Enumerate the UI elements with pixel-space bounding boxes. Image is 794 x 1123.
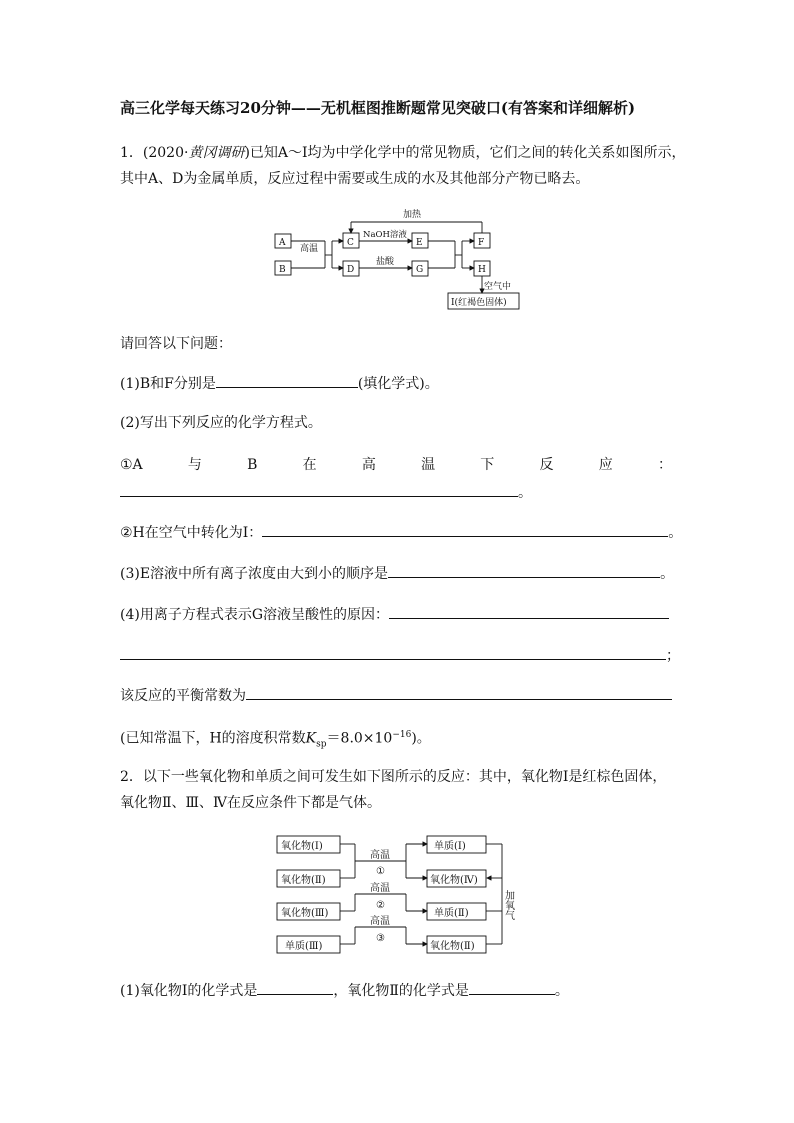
q1-label-hcl: 盐酸	[376, 257, 395, 267]
q1-node-f: F	[478, 238, 485, 248]
q2-left-box-3: 氧化物(Ⅲ)	[281, 908, 329, 919]
q2-part1-text: (1)氧化物Ⅰ的化学式是	[120, 983, 258, 999]
q1-part2-1-word: 下	[480, 457, 495, 473]
q1-node-a: A	[279, 238, 286, 248]
q2-right-box-3: 单质(Ⅱ)	[434, 908, 469, 919]
q1-part2-1-answer	[120, 482, 532, 503]
q1-part4-answer-blank-1[interactable]	[389, 604, 669, 619]
q1-part4-answer-blank-2[interactable]	[120, 645, 666, 660]
q1-node-c: C	[347, 238, 354, 248]
q1-intro-line1	[120, 143, 686, 163]
q1-part2-1-word: 应	[598, 457, 613, 473]
q1-part1-answer-blank[interactable]	[216, 373, 358, 388]
q1-part2-1-word: B	[247, 457, 258, 473]
q1-part4-constant	[120, 685, 672, 706]
q1-part4-line2	[120, 645, 680, 666]
q1-part2-1-word: 温	[421, 457, 436, 473]
q2-part1-answer-blank-1[interactable]	[257, 980, 333, 995]
q1-part4	[120, 604, 669, 625]
q1-label-heat: 加热	[403, 210, 422, 220]
q1-node-e: E	[416, 238, 423, 248]
q1-note-k: K	[305, 730, 317, 747]
q1-part4-constant-blank[interactable]	[246, 685, 672, 700]
q1-note-value: ＝8.0×10	[326, 730, 393, 747]
q2-condition-3: 高温	[370, 916, 390, 927]
q1-part1-suffix: (填化学式)。	[357, 376, 439, 392]
q2-condition-1: 高温	[370, 850, 390, 861]
q1-part2-1-line	[120, 455, 672, 475]
q1-part2-1-word: 反	[539, 457, 554, 473]
q2-part1-answer-blank-2[interactable]	[469, 980, 555, 995]
q2-condition-2: 高温	[370, 883, 390, 894]
q1-part2-1-word: ①A	[120, 457, 143, 473]
q1-note-text: (已知常温下，H的溶度积常数	[120, 730, 306, 747]
q1-intro-text: )已知A～I均为中学化学中的常见物质，它们之间的转化关系如图所示，	[244, 145, 686, 161]
q1-label-high-temp: 高温	[300, 244, 319, 254]
q1-part4-end: ；	[666, 648, 680, 664]
q1-part4-note	[120, 725, 431, 754]
q2-number-3: ③	[376, 933, 385, 944]
q1-part2-1-word: 与	[187, 457, 202, 473]
q1-intro-line2: 其中A、D为金属单质，反应过程中需要或生成的水及其他部分产物已略去。	[120, 171, 590, 187]
q1-part2-2	[120, 522, 682, 543]
q1-label-air: 空气中	[484, 282, 512, 292]
q2-left-box-2: 氧化物(Ⅱ)	[281, 875, 326, 886]
q1-part2-1-end: 。	[518, 485, 532, 501]
q2-right-box-2: 氧化物(Ⅳ)	[430, 875, 478, 886]
q2-part1-end: 。	[554, 983, 569, 999]
q1-part2-2-end: 。	[668, 525, 683, 541]
q2-number-1: ①	[376, 866, 385, 877]
q1-node-b: B	[279, 265, 286, 275]
q2-right-box-1: 单质(Ⅰ)	[434, 841, 466, 852]
q2-reaction-diagram	[270, 830, 530, 960]
q1-part4-text: (4)用离子方程式表示G溶液呈酸性的原因：	[120, 607, 390, 623]
q1-part2-1-word: 高	[361, 457, 376, 473]
q1-part4-constant-text: 该反应的平衡常数为	[120, 688, 246, 704]
q2-intro-line1: 2．以下一些氧化物和单质之间可发生如下图所示的反应：其中，氧化物Ⅰ是红棕色固体，	[120, 769, 667, 785]
q2-side-label: 加氧气	[502, 890, 514, 920]
q1-part2: (2)写出下列反应的化学方程式。	[120, 415, 322, 431]
q2-part1	[120, 980, 569, 1001]
q1-note-end: )。	[411, 730, 431, 747]
q1-part1	[120, 373, 439, 394]
q1-flow-diagram	[270, 205, 530, 313]
q1-note-exponent: −16	[392, 730, 412, 740]
q1-prompt: 请回答以下问题：	[120, 336, 232, 352]
q1-part2-1-word: ：	[657, 457, 672, 473]
q2-number-2: ②	[376, 900, 385, 911]
q1-note-sub: sp	[316, 739, 327, 750]
q1-node-h: H	[478, 265, 486, 275]
q1-part2-1-answer-blank[interactable]	[120, 482, 518, 497]
q1-number: 1．(2020·	[120, 145, 189, 161]
q1-node-g: G	[416, 265, 424, 275]
q1-part2-1-word: 在	[302, 457, 317, 473]
q1-part3-text: (3)E溶液中所有离子浓度由大到小的顺序是	[120, 566, 389, 582]
q2-part1-text-2: ，氧化物Ⅱ的化学式是	[333, 983, 469, 999]
q2-intro-line2: 氧化物Ⅱ、Ⅲ、Ⅳ在反应条件下都是气体。	[120, 795, 382, 811]
q1-label-naoh: NaOH溶液	[363, 230, 407, 240]
q1-source: 黄冈调研	[188, 145, 245, 161]
q2-right-box-4: 氧化物(Ⅱ)	[430, 941, 475, 952]
q1-part3-answer-blank[interactable]	[388, 563, 660, 578]
q1-node-d: D	[347, 265, 355, 275]
q1-part3-end: 。	[660, 566, 675, 582]
q1-part1-text: (1)B和F分别是	[120, 376, 216, 392]
q2-left-box-4: 单质(Ⅲ)	[285, 941, 323, 952]
q2-left-box-1: 氧化物(Ⅰ)	[281, 841, 323, 852]
q1-part3	[120, 563, 674, 584]
q1-node-i: I(红褐色固体)	[451, 298, 507, 308]
q1-part2-2-text: ②H在空气中转化为I：	[120, 525, 263, 541]
q1-part2-2-answer-blank[interactable]	[262, 522, 668, 537]
document-title: 高三化学每天练习20分钟——无机框图推断题常见突破口(有答案和详细解析)	[120, 99, 636, 117]
